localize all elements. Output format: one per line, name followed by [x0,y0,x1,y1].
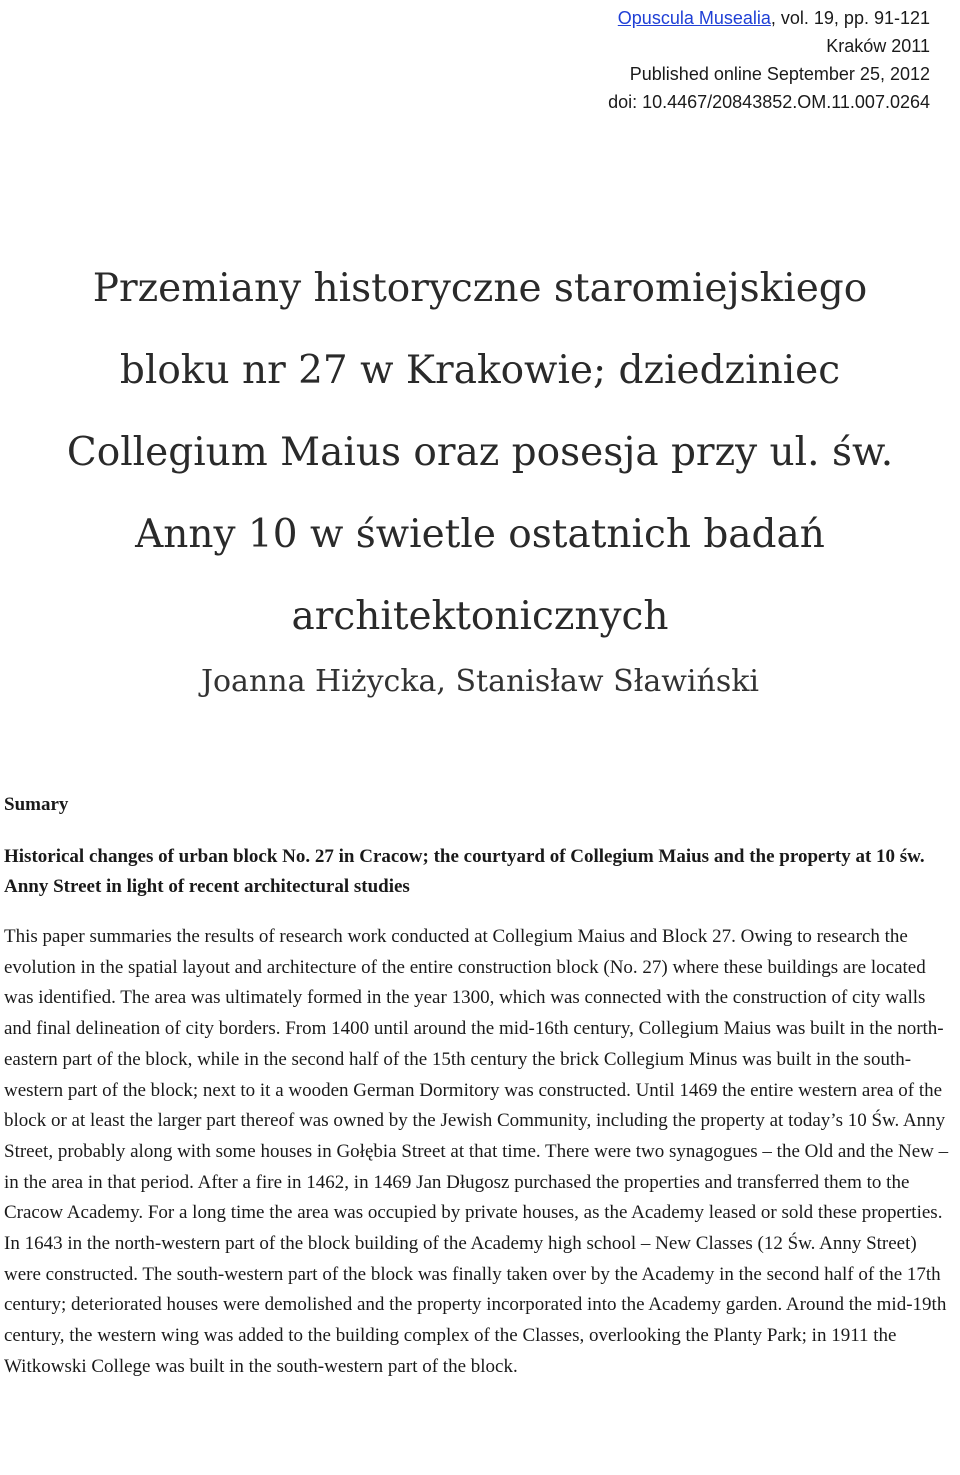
article-title: Przemiany historyczne staromiejskiego bloku nr 27 w Krakowie; dziedziniec Collegium Maius oraz posesja przy ul. św. Anny 10 w świetle ostatnich badań architektonicznych [66,266,894,639]
doi: doi: 10.4467/20843852.OM.11.007.0264 [608,92,930,112]
published-date: Published online September 25, 2012 [629,64,930,84]
place-year: Kraków 2011 [826,36,930,56]
journal-link[interactable]: Opuscula Musealia [617,8,771,28]
abstract-text: This paper summaries the results of research work conducted at Collegium Maius and Block 27. Owing to research the evolution in the spatial layout and architecture of the entire construction block (No. 27) where these buildings are located was identified. The area was ultimately formed in the year 1300, which was connected with the construction of city walls and final delineation of city borders. From 1400 until around the mid-16th century, Collegium Maius was built in the north-eastern part of the block, while in the second half of the 15th century the brick Collegium Minus was built in the south-western part of the block; next to it a wooden German Dormitory was constructed. Until 1469 the entire western area of the block or at least the larger part thereof was owned by the Jewish Community, including the property at today’s 10 Św. Anny Street, probably along with some houses in Gołębia Street at that time. There were two synagogues – the Old and the New – in the area in that period. After a fire in 1462, in 1469 Jan Długosz purchased the properties and transferred them to the Cracow Academy. For a long time the area was occupied by private houses, as the Academy leased or sold these properties. In 1643 in the north-western part of the block building of the Academy high school – New Classes (12 Św. Anny Street) were constructed. The south-western part of the block was finally taken over by the Academy in the second half of the 17th century; deteriorated houses were demolished and the property incorporated into the Academy garden. Around the mid-19th century, the western wing was added to the building complex of the Classes, overlooking the Planty Park; in 1911 the Witkowski College was built in the south-western part of the block. [4,926,949,1377]
english-title: Historical changes of urban block No. 27 in Cracow; the courtyard of Collegium Maius and the property at 10 św. Anny Street in light of recent architectural studies [4,846,925,897]
summary-heading: Sumary [4,794,69,815]
article-header [608,4,930,116]
journal-line [608,4,930,32]
article-authors: Joanna Hiżycka, Stanisław Sławiński [200,664,760,699]
volume-pages: , vol. 19, pp. 91-121 [770,8,930,28]
